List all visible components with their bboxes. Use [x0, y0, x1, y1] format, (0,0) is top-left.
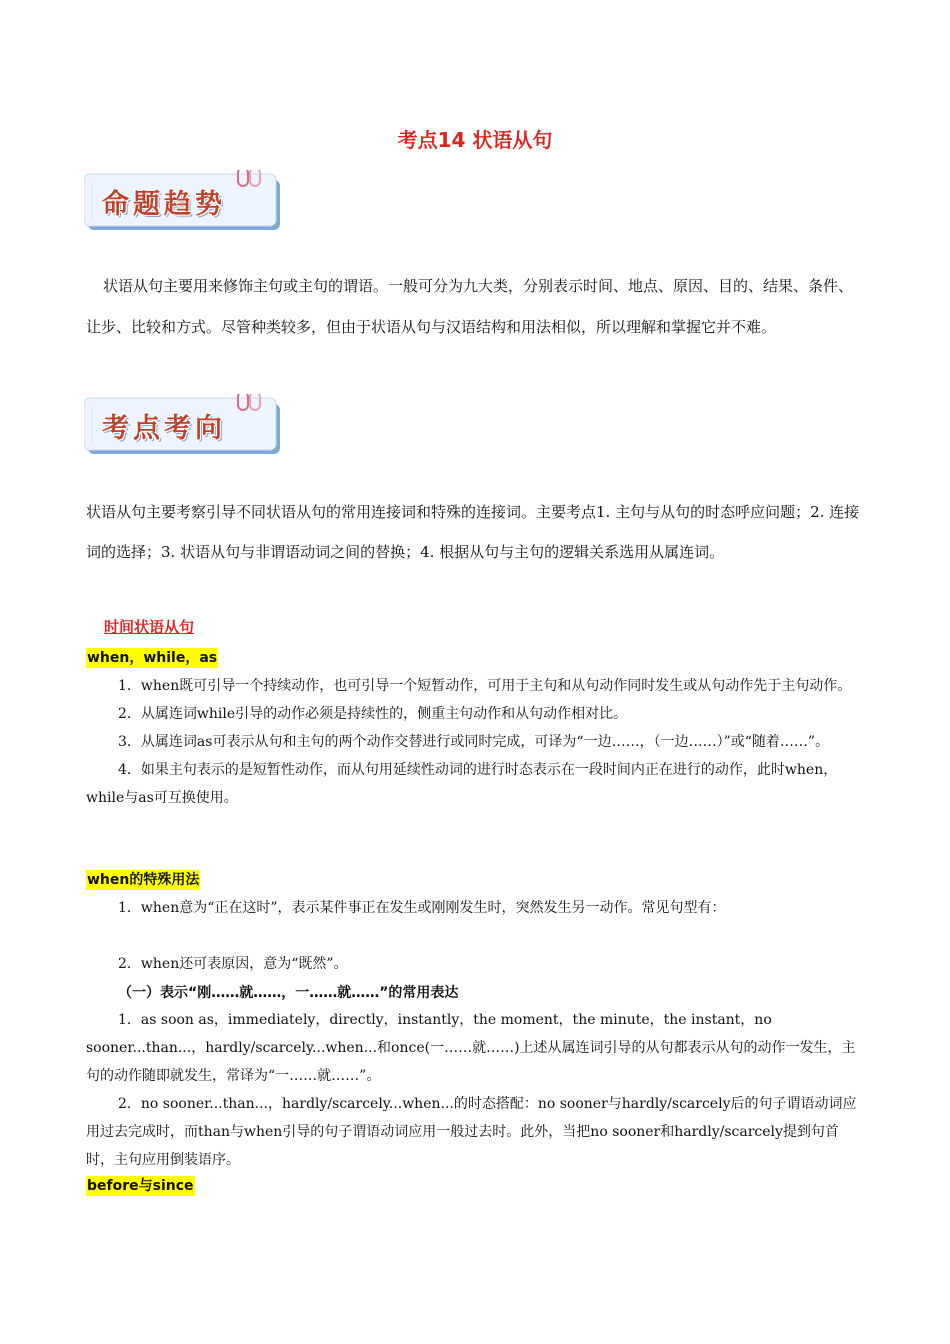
highlight-when-special: when的特殊用法 [87, 872, 200, 888]
focus-paragraph: 状语从句主要考察引导不同状语从句的常用连接词和特殊的连接词。主要考点1. 主句与从句的时态呼应问题；2. 连接词的选择；3. 状语从句与非谓语动词之间的替换；4. 根据从句与主句的逻辑关系选用从属连词。 [86, 503, 860, 561]
list-item: 2．when还可表原因，意为“既然”。 [118, 956, 348, 972]
list-item: 2．no sooner...than...，hardly/scarcely...when...的时态搭配：no sooner与hardly/scarcely后的句子谓语动词应用过去完成时，而than与when引导的句子谓语动词应用一般过去时。此外，当把no sooner和hardly/scarcely提到句首时，主句应用倒装语序。 [86, 1096, 857, 1168]
list-item: 3．从属连词as可表示从句和主句的两个动作交替进行或同时完成，可译为“一边……，（一边……）”或“随着……”。 [118, 734, 830, 750]
list-item: 4．如果主句表示的是短暂性动作，而从句用延续性动词的进行时态表示在一段时间内正在进行的动作，此时when，while与as可互换使用。 [86, 762, 838, 806]
list-item: 2．从属连词while引导的动作必须是持续性的，侧重主句动作和从句动作相对比。 [118, 706, 628, 722]
when-while-as-list [86, 672, 864, 812]
banner-trend-label: 命题趋势 [102, 189, 226, 220]
list-item: 1．as soon as，immediately，directly，instantly，the moment，the minute，the instant，no sooner...than...，hardly/scarcely...when...和once(一……就……)上述从属连词引导的从句都表示从句的动作一发生，主句的动作随即就发生，常译为“一……就……”。 [86, 1012, 856, 1084]
subheading-immediately: （一）表示“刚……就……，一……就……”的常用表达 [118, 985, 459, 1001]
page-title: 考点14 状语从句 [397, 128, 553, 152]
highlight-when-while-as: when，while，as [87, 650, 218, 666]
when-special-item-2 [86, 950, 864, 978]
banner-trend [84, 170, 288, 232]
list-item: 1．when既可引导一个持续动作，也可引导一个短暂动作，可用于主句和从句动作同时发生或从句动作先于主句动作。 [118, 678, 852, 694]
highlight-before-since: before与since [87, 1178, 194, 1194]
banner-focus [84, 394, 288, 456]
list-item: 1．when意为“正在这时”，表示某件事正在发生或刚刚发生时，突然发生另一动作。常见句型有： [118, 900, 726, 916]
when-special-item-1 [86, 894, 864, 922]
immediately-list [86, 1006, 864, 1174]
section-heading-time: 时间状语从句 [104, 618, 195, 636]
banner-focus-label: 考点考向 [102, 413, 226, 444]
intro-paragraph: 状语从句主要用来修饰主句或主句的谓语。一般可分为九大类，分别表示时间、地点、原因、目的、结果、条件、让步、比较和方式。尽管种类较多，但由于状语从句与汉语结构和用法相似，所以理解和掌握它并不难。 [86, 277, 854, 336]
